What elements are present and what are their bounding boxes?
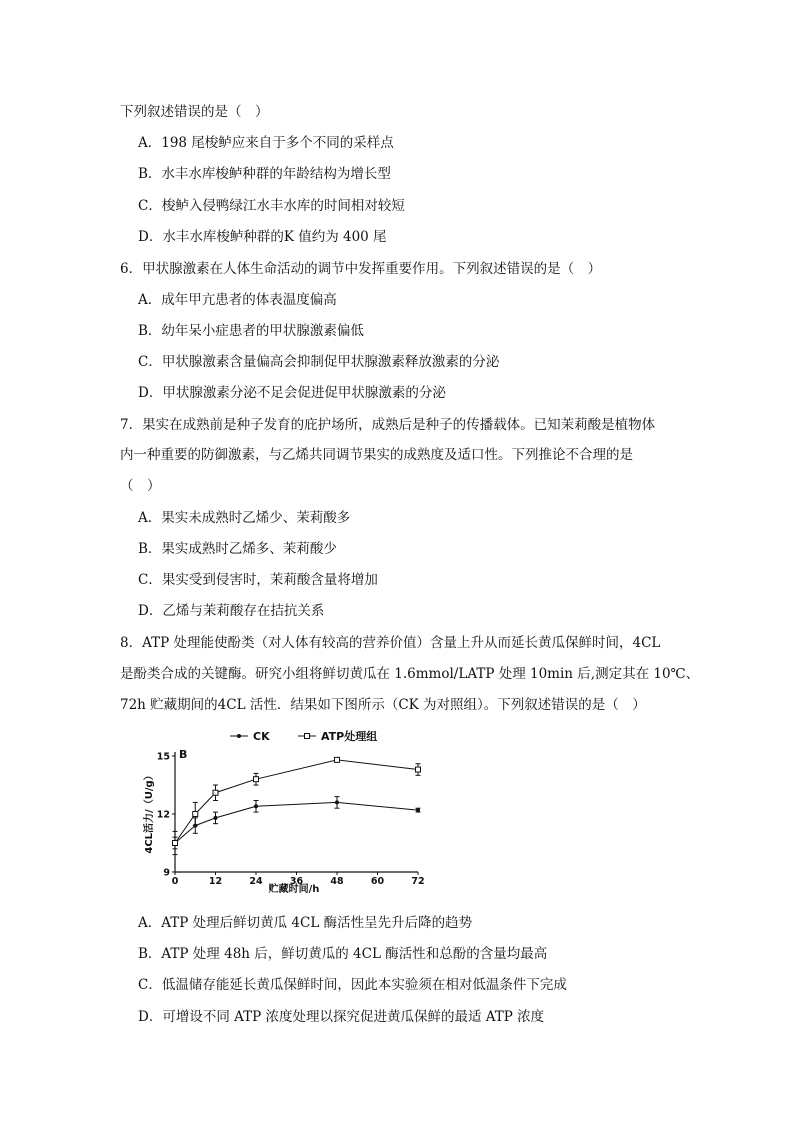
x-tick-label: 0 [171, 876, 179, 887]
y-tick-label: 9 [163, 867, 170, 879]
data-point [335, 800, 339, 804]
data-point [335, 757, 340, 762]
panel-label: B [179, 748, 188, 761]
x-tick-label: 24 [249, 876, 263, 887]
q6-stem: 6．甲状腺激素在人体生命活动的调节中发挥重要作用。下列叙述错误的是（ ） [120, 261, 602, 277]
x-tick-label: 36 [289, 876, 304, 887]
x-axis-label: 贮藏时间/h [268, 884, 320, 895]
legend-label: ATP处理组 [321, 730, 378, 743]
q7-stem-line-2: 内一种重要的防御激素，与乙烯共同调节果实的成熟度及适口性。下列推论不合理的是 [120, 447, 633, 463]
legend-marker [237, 734, 241, 738]
q6-option-c: C．甲状腺激素含量偏高会抑制促甲状腺激素释放激素的分泌 [138, 354, 500, 370]
q8-option-b: B．ATP 处理 48h 后，鲜切黄瓜的 4CL 酶活性和总酚的含量均最高 [138, 946, 548, 962]
data-point [254, 777, 259, 782]
q7-stem-line-3: （ ） [120, 478, 161, 494]
x-tick-label: 60 [370, 876, 385, 887]
q5-option-c: C．梭鲈入侵鸭绿江水丰水库的时间相对较短 [138, 198, 405, 214]
legend-label: CK [253, 730, 270, 743]
q5-option-b: B．水丰水库梭鲈种群的年龄结构为增长型 [138, 166, 391, 182]
x-tick-label: 12 [208, 876, 223, 887]
legend-marker [305, 734, 310, 739]
data-point [416, 808, 420, 812]
data-point [416, 767, 421, 772]
q6-option-b: B．幼年呆小症患者的甲状腺激素偏低 [138, 323, 364, 339]
y-tick-label: 12 [156, 809, 170, 821]
data-point [193, 812, 198, 817]
series-line-0 [175, 802, 418, 843]
x-tick-label: 48 [330, 876, 344, 887]
chart-legend [230, 729, 377, 743]
y-tick-label: 15 [156, 751, 170, 763]
q7-stem-line-1: 7．果实在成熟前是种子发育的庇护场所，成熟后是种子的传播载体。已知茉莉酸是植物体 [120, 417, 656, 433]
data-point [254, 804, 258, 808]
q7-option-c: C．果实受到侵害时，茉莉酸含量将增加 [138, 572, 378, 588]
q7-option-d: D．乙烯与茉莉酸存在拮抗关系 [138, 603, 325, 619]
q5-option-a: A．198 尾梭鲈应来自于多个不同的采样点 [138, 135, 394, 151]
q5-option-d: D．水丰水库梭鲈种群的K 值约为 400 尾 [138, 229, 387, 245]
q7-option-b: B．果实成熟时乙烯多、茉莉酸少 [138, 541, 337, 557]
q8-stem-line-2: 是酚类合成的关键酶。研究小组将鲜切黄瓜在 1.6mmol/LATP 处理 10min 后,测定其在 10℃、 [120, 666, 700, 682]
q8-option-d: D．可增设不同 ATP 浓度处理以探究促进黄瓜保鲜的最适 ATP 浓度 [138, 1009, 545, 1025]
q8-option-c: C．低温储存能延长黄瓜保鲜时间，因此本实验须在相对低温条件下完成 [138, 977, 567, 993]
q5-stem-tail: 下列叙述错误的是（ ） [120, 104, 269, 120]
q8-option-a: A．ATP 处理后鲜切黄瓜 4CL 酶活性呈先升后降的趋势 [138, 915, 473, 931]
y-axis-label: 4CL活力/（U/g） [144, 770, 155, 854]
q6-option-d: D．甲状腺激素分泌不足会促进促甲状腺激素的分泌 [138, 385, 446, 401]
x-tick-label: 72 [411, 876, 425, 887]
q7-option-a: A．果实未成熟时乙烯少、茉莉酸多 [138, 510, 351, 526]
data-point [214, 816, 218, 820]
q8-stem-line-1: 8．ATP 处理能使酚类（对人体有较高的营养价值）含量上升从而延长黄瓜保鲜时间，4CL [120, 635, 661, 651]
q8-stem-line-3: 72h 贮藏期间的4CL 活性．结果如下图所示（CK 为对照组）。下列叙述错误的是（ ） [120, 697, 646, 713]
q6-option-a: A．成年甲亢患者的体表温度偏高 [138, 292, 337, 308]
data-point [173, 841, 178, 846]
series-line-1 [175, 760, 418, 843]
activity-line-chart [144, 726, 438, 896]
data-point [213, 790, 218, 795]
